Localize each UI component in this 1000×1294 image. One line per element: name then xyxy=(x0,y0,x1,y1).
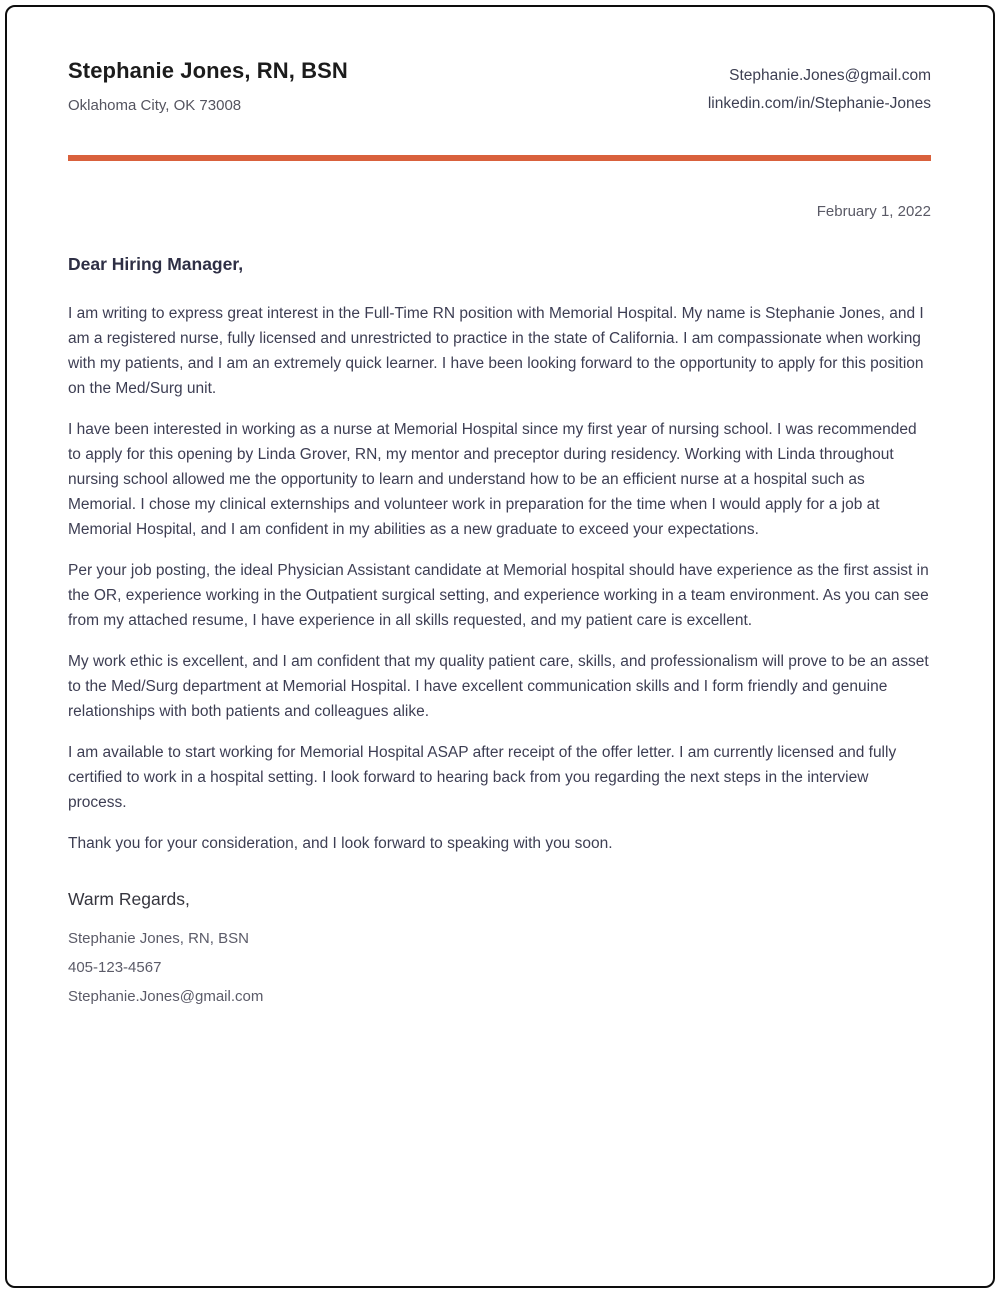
header-contact-info xyxy=(708,58,931,118)
applicant-name: Stephanie Jones, RN, BSN xyxy=(68,58,348,83)
salutation: Dear Hiring Manager, xyxy=(68,254,244,274)
paragraph-work-ethic: My work ethic is excellent, and I am confident that my quality patient care, skills, and professionalism will prove to be an asset to the Med/Surg department at Memorial Hospital. I have excellent communication skills and I form friendly and genuine relationships with both patients and colleagues alike. xyxy=(68,653,929,720)
paragraph-availability: I am available to start working for Memorial Hospital ASAP after receipt of the offer letter. I am currently licensed and fully certified to work in a hospital setting. I look forward to hearing back from you regarding the next steps in the interview process. xyxy=(68,744,897,811)
letter-body xyxy=(68,301,931,856)
signature-name: Stephanie Jones, RN, BSN xyxy=(68,930,249,947)
paragraph-qualifications: Per your job posting, the ideal Physician Assistant candidate at Memorial hospital should have experience as the first assist in the OR, experience working in the Outpatient surgical setting, and experience working in a team environment. As you can see from my attached resume, I have experience in all skills requested, and my patient care is excellent. xyxy=(68,562,929,629)
paragraph-interest: I have been interested in working as a nurse at Memorial Hospital since my first year of nursing school. I was recommended to apply for this opening by Linda Grover, RN, my mentor and preceptor during residency. Working with Linda throughout nursing school allowed me the opportunity to learn and understand how to be an efficient nurse at a hospital such as Memorial. I chose my clinical externships and volunteer work in preparation for the time when I would apply for a job at Memorial Hospital, and I am confident in my abilities as a new graduate to exceed your expectations. xyxy=(68,421,917,538)
letter-content xyxy=(68,58,931,1011)
letter-date: February 1, 2022 xyxy=(816,203,931,220)
applicant-location: Oklahoma City, OK 73008 xyxy=(68,97,242,114)
signature-phone: 405-123-4567 xyxy=(68,959,162,976)
signature-block xyxy=(68,924,931,1011)
header-identity xyxy=(68,58,348,114)
accent-divider xyxy=(68,155,931,161)
applicant-email: Stephanie.Jones@gmail.com xyxy=(729,67,931,84)
signature-email: Stephanie.Jones@gmail.com xyxy=(68,988,264,1005)
closing: Warm Regards, xyxy=(68,889,190,909)
letter-header xyxy=(68,58,931,118)
paragraph-thanks: Thank you for your consideration, and I look forward to speaking with you soon. xyxy=(68,835,613,852)
paragraph-intro: I am writing to express great interest in the Full-Time RN position with Memorial Hospital. My name is Stephanie Jones, and I am a registered nurse, fully licensed and unrestricted to practice in the state of California. I am compassionate when working with my patients, and I am an extremely quick learner. I have been looking forward to the opportunity to apply for this position on the Med/Surg unit. xyxy=(68,305,924,397)
applicant-linkedin: linkedin.com/in/Stephanie-Jones xyxy=(707,95,931,112)
